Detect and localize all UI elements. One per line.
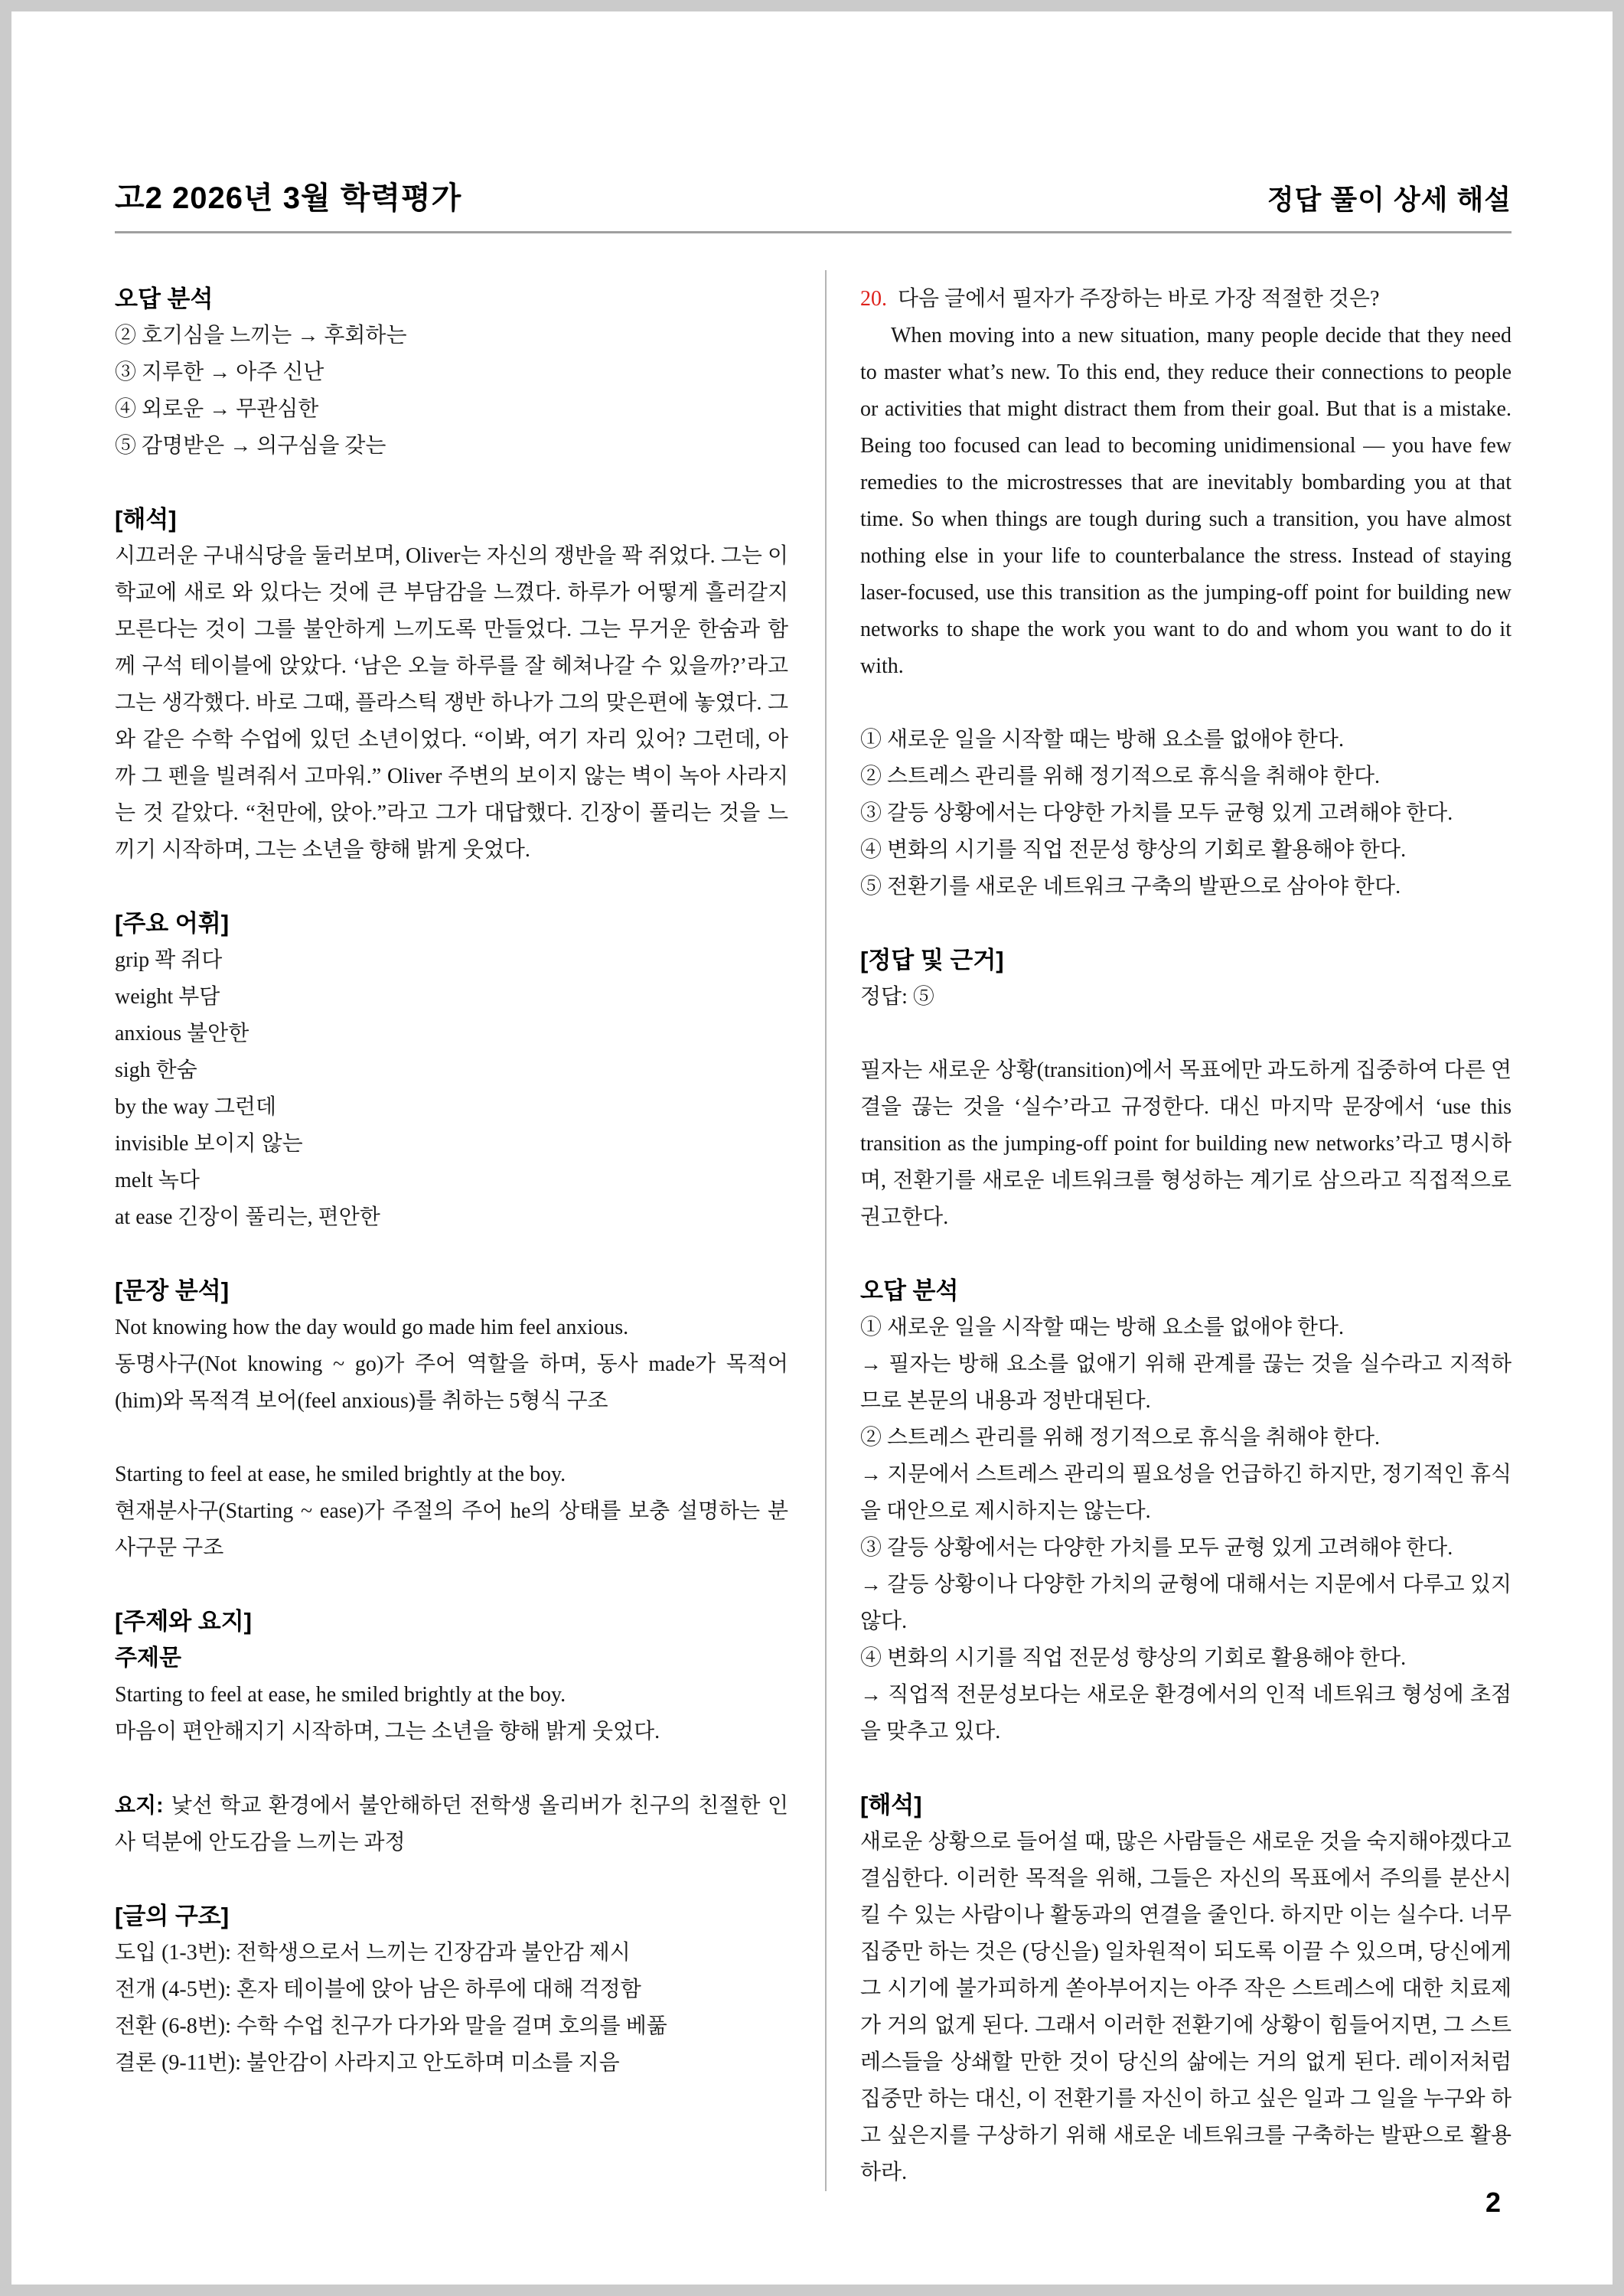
section-heading: [해석]	[860, 1792, 922, 1818]
text-line: ④ 외로운 → 무관심한	[115, 397, 319, 421]
section	[115, 905, 788, 1236]
text-line: Starting to feel at ease, he smiled brightly at the boy.	[115, 1683, 566, 1707]
text-line: ⑤ 감명받은 → 의구심을 갖는	[115, 434, 386, 458]
question-number: 20.	[860, 287, 887, 311]
section	[115, 501, 788, 869]
text-line: grip 꽉 쥐다	[115, 948, 223, 972]
text-line: 마음이 편안해지기 시작하며, 그는 소년을 향해 밝게 웃었다.	[115, 1720, 660, 1743]
text-line: weight 부담	[115, 985, 220, 1009]
text-line: at ease 긴장이 풀리는, 편안한	[115, 1205, 380, 1229]
page-number: 2	[1485, 2187, 1501, 2218]
paragraph: 새로운 상황으로 들어설 때, 많은 사람들은 새로운 것을 숙지해야겠다고 결심한다. 이러한 목적을 위해, 그들은 자신의 목표에서 주의를 분산시킬 수 있는 사람이나 활동과의 연결을 줄인다. 하지만 이는 실수다. 너무 집중만 하는 것은 (당신을) 일차원적이 되도록 이끌 수 있으며, 당신에게 그 시기에 불가피하게 쏟아부어지는 아주 작은 스트레스에 대한 치료제가 거의 없게 된다. 그래서 이러한 전환기에 상황이 힘들어지면, 그 스트레스들을 상쇄할 만한 것이 당신의 삶에는 거의 없게 된다. 레이저처럼 집중만 하는 대신, 이 전환기를 자신이 하고 싶은 일과 그 일을 누구와 하고 싶은지를 구상하기 위해 새로운 네트워크를 구축하는 발판으로 활용하라.	[860, 1830, 1511, 2184]
right-column	[860, 270, 1511, 2191]
column-divider	[825, 270, 827, 2191]
spacer	[860, 1016, 1511, 1052]
section-heading: [주요 어휘]	[115, 910, 230, 937]
paragraph: 필자는 새로운 상황(transition)에서 목표에만 과도하게 집중하여 다른 연결을 끊는 것을 ‘실수’라고 규정한다. 대신 마지막 문장에서 ‘use this transition as the jumping-off point for building new networks’라고 명시하며, 전환기를 새로운 네트워크를 형성하는 계기로 삼으라고 직접적으로 권고한다.	[860, 1058, 1511, 1229]
section	[860, 942, 1511, 1236]
left-column	[115, 270, 788, 2191]
choice-item: ① 새로운 일을 시작할 때는 방해 요소를 없애야 한다.	[860, 1316, 1344, 1339]
document-type-title: 정답 풀이 상세 해설	[1267, 184, 1511, 215]
section	[860, 1787, 1511, 2191]
topic-statement	[115, 1787, 788, 1861]
sub-heading: 주제문	[115, 1645, 181, 1671]
choice-item: ② 스트레스 관리를 위해 정기적으로 휴식을 취해야 한다.	[860, 765, 1381, 788]
topic-text: 낯선 학교 환경에서 불안해하던 전학생 올리버가 친구의 친절한 인사 덕분에 안도감을 느끼는 과정	[115, 1794, 788, 1854]
english-passage: When moving into a new situation, many people decide that they need to master what’s new. To this end, they reduce their connections to people or activities that might distract them from their goal. But that is a mistake. Being too focused can lead to becoming unidimensional — you have few remedies to the microstresses that are inevitably bombarding you at that time. So when things are tough during such a transition, you have almost nothing else in your life to counterbalance the stress. Instead of staying laser-focused, use this transition as the jumping-off point for building new networks to shape the work you want to do and whom you want to do it with.	[860, 324, 1511, 678]
text-line: Starting to feel at ease, he smiled brightly at the boy.	[115, 1463, 566, 1486]
section	[115, 1603, 788, 1861]
paragraph: → 갈등 상황이나 다양한 가치의 균형에 대해서는 지문에서 다루고 있지 않다.	[860, 1573, 1511, 1633]
section	[115, 281, 788, 465]
section	[860, 281, 1511, 905]
paragraph: → 직업적 전문성보다는 새로운 환경에서의 인적 네트워크 형성에 초점을 맞추고 있다.	[860, 1683, 1511, 1743]
topic-lead-label: 요지:	[115, 1793, 171, 1817]
choice-item: ④ 변화의 시기를 직업 전문성 향상의 기회로 활용해야 한다.	[860, 1646, 1407, 1670]
choice-item: ④ 변화의 시기를 직업 전문성 향상의 기회로 활용해야 한다.	[860, 838, 1407, 862]
choice-item: ① 새로운 일을 시작할 때는 방해 요소를 없애야 한다.	[860, 728, 1344, 752]
section-heading: 오답 분석	[115, 285, 214, 312]
choice-item: ③ 갈등 상황에서는 다양한 가치를 모두 균형 있게 고려해야 한다.	[860, 801, 1453, 825]
content-columns	[115, 270, 1511, 2191]
page-header	[115, 11, 1511, 233]
choice-item: ⑤ 전환기를 새로운 네트워크 구축의 발판으로 삼아야 한다.	[860, 875, 1401, 899]
text-line: 도입 (1-3번): 전학생으로서 느끼는 긴장감과 불안감 제시	[115, 1941, 631, 1965]
section-heading: [문장 분석]	[115, 1277, 230, 1304]
choice-item: ③ 갈등 상황에서는 다양한 가치를 모두 균형 있게 고려해야 한다.	[860, 1536, 1453, 1560]
section-heading: [정답 및 근거]	[860, 947, 1004, 974]
text-line: by the way 그런데	[115, 1095, 276, 1119]
text-line: 정답: ⑤	[860, 985, 934, 1009]
text-line: Not knowing how the day would go made him feel anxious.	[115, 1316, 629, 1339]
section	[115, 1898, 788, 2082]
text-line: ② 호기심을 느끼는 → 후회하는	[115, 324, 407, 347]
spacer	[115, 1750, 788, 1787]
question-line	[860, 281, 1511, 318]
answer-sheet-page	[11, 11, 1613, 2285]
section-heading: 오답 분석	[860, 1277, 959, 1304]
text-line: invisible 보이지 않는	[115, 1132, 303, 1156]
spacer	[860, 685, 1511, 722]
text-line: 전개 (4-5번): 혼자 테이블에 앉아 남은 하루에 대해 걱정함	[115, 1978, 641, 2001]
paragraph: 현재분사구(Starting ~ ease)가 주절의 주어 he의 상태를 보충 설명하는 분사구문 구조	[115, 1499, 788, 1560]
text-line: anxious 불안한	[115, 1022, 249, 1045]
paragraph: → 지문에서 스트레스 관리의 필요성을 언급하긴 하지만, 정기적인 휴식을 대안으로 제시하지는 않는다.	[860, 1463, 1511, 1523]
choice-item: ② 스트레스 관리를 위해 정기적으로 휴식을 취해야 한다.	[860, 1426, 1381, 1450]
text-line: ③ 지루한 → 아주 신난	[115, 360, 324, 384]
section-heading: [주제와 요지]	[115, 1608, 252, 1635]
text-line: 전환 (6-8번): 수학 수업 친구가 다가와 말을 걸며 호의를 베풂	[115, 2014, 667, 2038]
exam-title: 고2 2026년 3월 학력평가	[115, 181, 462, 215]
text-line: sigh 한숨	[115, 1058, 197, 1082]
paragraph: 동명사구(Not knowing ~ go)가 주어 역할을 하며, 동사 made가 목적어(him)와 목적격 보어(feel anxious)를 취하는 5형식 구조	[115, 1352, 788, 1413]
section-heading: [해석]	[115, 506, 177, 533]
text-line: 결론 (9-11번): 불안감이 사라지고 안도하며 미소를 지음	[115, 2051, 620, 2075]
paragraph: → 필자는 방해 요소를 없애기 위해 관계를 끊는 것을 실수라고 지적하므로 본문의 내용과 정반대된다.	[860, 1352, 1511, 1413]
section-heading: [글의 구조]	[115, 1903, 230, 1929]
paragraph: 시끄러운 구내식당을 둘러보며, Oliver는 자신의 쟁반을 꽉 쥐었다. 그는 이 학교에 새로 와 있다는 것에 큰 부담감을 느꼈다. 하루가 어떻게 흘러갈지 모른다는 것이 그를 불안하게 느끼도록 만들었다. 그는 무거운 한숨과 함께 구석 테이블에 앉았다. ‘남은 오늘 하루를 잘 헤쳐나갈 수 있을까?’라고 그는 생각했다. 바로 그때, 플라스틱 쟁반 하나가 그의 맞은편에 놓였다. 그와 같은 수학 수업에 있던 소년이었다. “이봐, 여기 자리 있어? 그런데, 아까 그 펜을 빌려줘서 고마워.” Oliver 주변의 보이지 않는 벽이 녹아 사라지는 것 같았다. “천만에, 앉아.”라고 그가 대답했다. 긴장이 풀리는 것을 느끼기 시작하며, 그는 소년을 향해 밝게 웃었다.	[115, 544, 788, 862]
section	[115, 1273, 788, 1567]
section	[860, 1273, 1511, 1750]
spacer	[115, 1420, 788, 1456]
question-text: 다음 글에서 필자가 주장하는 바로 가장 적절한 것은?	[898, 287, 1380, 311]
text-line: melt 녹다	[115, 1169, 200, 1192]
